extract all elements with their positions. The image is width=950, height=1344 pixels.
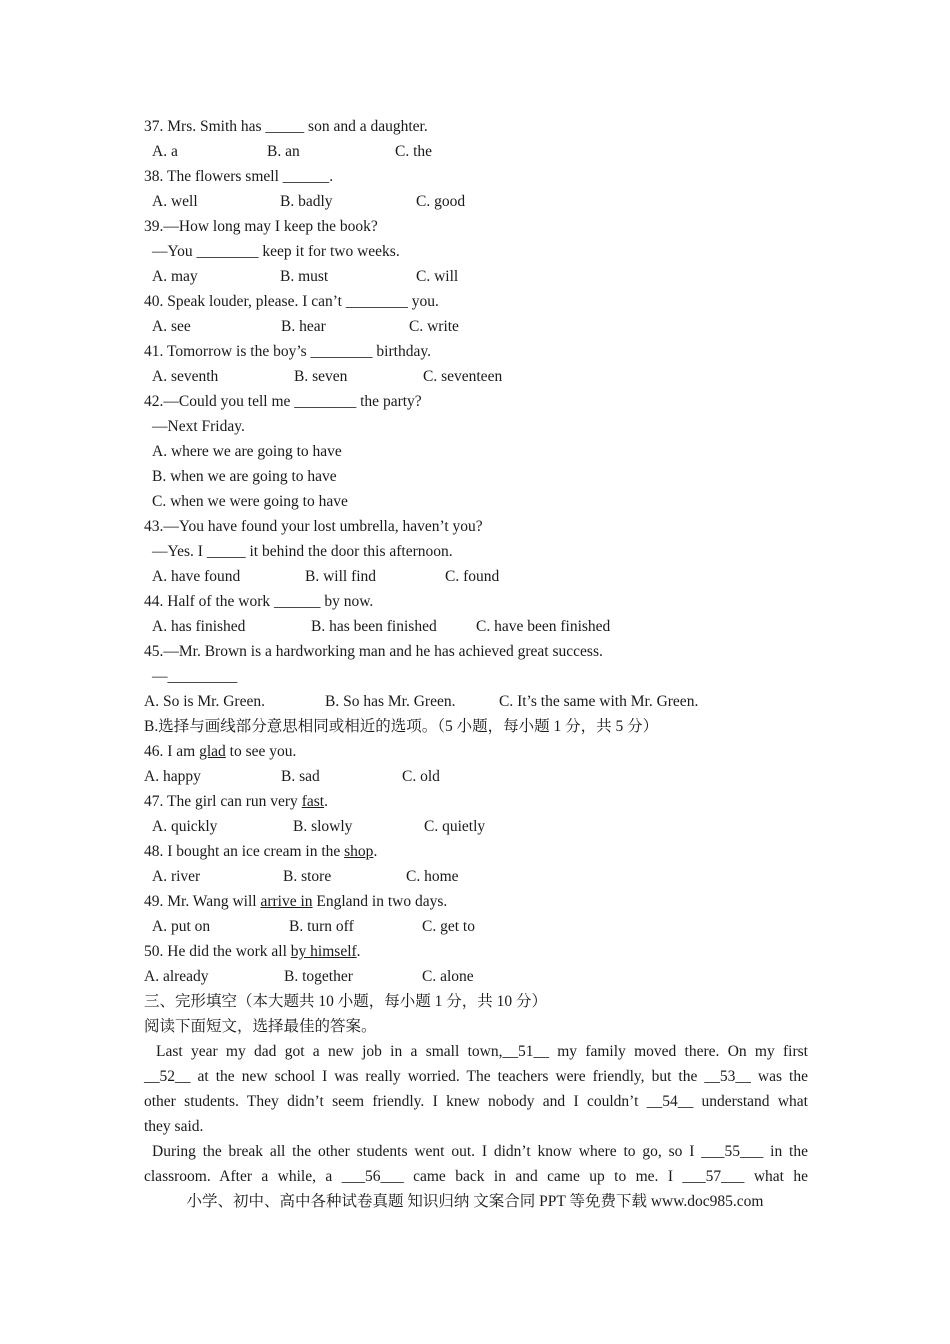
q45-options bbox=[144, 689, 808, 714]
stem-text: . bbox=[324, 793, 328, 810]
q49-stem bbox=[144, 889, 808, 914]
q41-options bbox=[144, 364, 808, 389]
q43-options bbox=[144, 564, 808, 589]
q50-stem bbox=[144, 939, 808, 964]
q37-stem: 37. Mrs. Smith has _____ son and a daughter. bbox=[144, 118, 428, 135]
q42-option-a: A. where we are going to have bbox=[152, 443, 342, 460]
option-b: B. So has Mr. Green. bbox=[325, 693, 456, 710]
option-b: B. badly bbox=[280, 193, 333, 210]
option-b: B. sad bbox=[281, 768, 320, 785]
q40-options bbox=[144, 314, 808, 339]
q39-stem: 39.—How long may I keep the book? bbox=[144, 218, 378, 235]
option-a: A. put on bbox=[152, 918, 211, 935]
q43-reply: —Yes. I _____ it behind the door this afternoon. bbox=[152, 543, 453, 560]
option-b: B. slowly bbox=[293, 818, 353, 835]
option-c: C. old bbox=[402, 768, 440, 785]
page-footer: 小学、初中、高中各种试卷真题 知识归纳 文案合同 PPT 等免费下载 www.doc985.com bbox=[186, 1193, 764, 1210]
stem-text: 49. Mr. Wang will bbox=[144, 893, 261, 910]
underlined-word: fast bbox=[301, 793, 325, 810]
option-c: C. found bbox=[445, 568, 500, 585]
option-a: A. may bbox=[152, 268, 198, 285]
option-c: C. good bbox=[416, 193, 466, 210]
passage-line: they said. bbox=[144, 1118, 204, 1135]
option-c: C. the bbox=[395, 143, 433, 160]
option-a: A. already bbox=[144, 968, 209, 985]
option-b: B. store bbox=[283, 868, 332, 885]
q49-options bbox=[144, 914, 808, 939]
q38-options bbox=[144, 189, 808, 214]
q37-options bbox=[144, 139, 808, 164]
q39-options bbox=[144, 264, 808, 289]
option-c: C. seventeen bbox=[423, 368, 503, 385]
option-b: B. turn off bbox=[289, 918, 354, 935]
q46-stem bbox=[144, 739, 808, 764]
option-c: C. quietly bbox=[424, 818, 486, 835]
underlined-word: shop bbox=[344, 843, 374, 860]
q47-options bbox=[144, 814, 808, 839]
option-b: B. an bbox=[267, 143, 300, 160]
q40-stem: 40. Speak louder, please. I can’t ________ you. bbox=[144, 293, 439, 310]
q39-reply: —You ________ keep it for two weeks. bbox=[152, 243, 400, 260]
option-c: C. It’s the same with Mr. Green. bbox=[499, 693, 699, 710]
cloze-instruction: 阅读下面短文，选择最佳的答案。 bbox=[144, 1018, 377, 1035]
stem-text: . bbox=[356, 943, 361, 960]
q41-stem: 41. Tomorrow is the boy’s ________ birthday. bbox=[144, 343, 431, 360]
q48-stem bbox=[144, 839, 808, 864]
option-c: C. have been finished bbox=[476, 618, 611, 635]
option-c: C. will bbox=[416, 268, 459, 285]
option-c: C. write bbox=[409, 318, 459, 335]
q42-option-c: C. when we were going to have bbox=[152, 493, 348, 510]
option-b: B. must bbox=[280, 268, 329, 285]
option-a: A. seventh bbox=[152, 368, 219, 385]
stem-text: to see you. bbox=[225, 743, 297, 760]
stem-text: 47. The girl can run very bbox=[144, 793, 302, 810]
q43-stem: 43.—You have found your lost umbrella, haven’t you? bbox=[144, 518, 483, 535]
option-b: B. has been finished bbox=[311, 618, 437, 635]
passage-line: During the break all the other students went out. I didn’t know where to go, so I ___55___ in the bbox=[152, 1143, 808, 1160]
option-a: A. river bbox=[152, 868, 201, 885]
stem-text: 48. I bought an ice cream in the bbox=[144, 843, 345, 860]
section-b-heading: B.选择与画线部分意思相同或相近的选项。（5 小题，每小题 1 分，共 5 分） bbox=[144, 718, 659, 735]
q42-stem: 42.—Could you tell me ________ the party? bbox=[144, 393, 422, 410]
stem-text: . bbox=[373, 843, 378, 860]
option-a: A. So is Mr. Green. bbox=[144, 693, 265, 710]
q42-reply: —Next Friday. bbox=[152, 418, 245, 435]
passage-line: classroom. After a while, a ___56___ came back in and came up to me. I ___57___ what he bbox=[144, 1168, 808, 1185]
option-a: A. quickly bbox=[152, 818, 218, 835]
option-b: B. together bbox=[284, 968, 353, 985]
stem-text: 46. I am bbox=[144, 743, 200, 760]
q45-reply: —_________ bbox=[152, 668, 238, 685]
stem-text: 50. He did the work all bbox=[144, 943, 291, 960]
underlined-word: by himself bbox=[290, 943, 357, 960]
option-b: B. will find bbox=[305, 568, 377, 585]
underlined-word: glad bbox=[199, 743, 226, 760]
q47-stem bbox=[144, 789, 808, 814]
option-a: A. see bbox=[152, 318, 191, 335]
option-a: A. happy bbox=[144, 768, 201, 785]
option-c: C. get to bbox=[422, 918, 475, 935]
q48-options bbox=[144, 864, 808, 889]
option-b: B. seven bbox=[294, 368, 348, 385]
option-c: C. home bbox=[406, 868, 459, 885]
passage-line: __52__ at the new school I was really worried. The teachers were friendly, but the __53__ was the bbox=[144, 1068, 808, 1085]
q50-options bbox=[144, 964, 808, 989]
q44-stem: 44. Half of the work ______ by now. bbox=[144, 593, 374, 610]
passage-line: other students. They didn’t seem friendly. I knew nobody and I couldn’t __54__ understand what bbox=[144, 1093, 808, 1110]
option-c: C. alone bbox=[422, 968, 474, 985]
option-a: A. has finished bbox=[152, 618, 246, 635]
option-b: B. hear bbox=[281, 318, 326, 335]
option-a: A. have found bbox=[152, 568, 241, 585]
section-3-heading: 三、完形填空（本大题共 10 小题，每小题 1 分，共 10 分） bbox=[144, 993, 548, 1010]
q38-stem: 38. The flowers smell ______. bbox=[144, 168, 334, 185]
option-a: A. well bbox=[152, 193, 198, 210]
q42-option-b: B. when we are going to have bbox=[152, 468, 337, 485]
q45-stem: 45.—Mr. Brown is a hardworking man and he has achieved great success. bbox=[144, 643, 603, 660]
underlined-word: arrive in bbox=[260, 893, 313, 910]
q44-options bbox=[144, 614, 808, 639]
option-a: A. a bbox=[152, 143, 178, 160]
passage-line: Last year my dad got a new job in a small town,__51__ my family moved there. On my first bbox=[156, 1043, 808, 1060]
q46-options bbox=[144, 764, 808, 789]
stem-text: England in two days. bbox=[312, 893, 448, 910]
exam-page bbox=[144, 114, 808, 1189]
